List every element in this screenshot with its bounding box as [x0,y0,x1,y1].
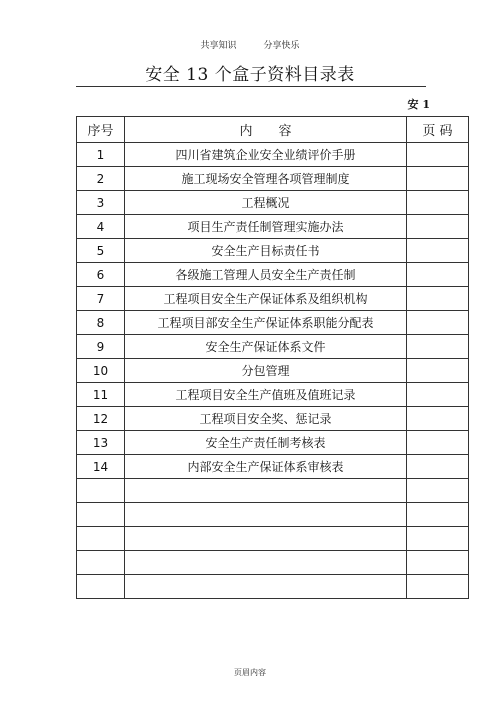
table-row [77,335,469,359]
row-page [407,215,469,239]
row-number [77,575,125,599]
table-row [77,215,469,239]
row-number: 9 [77,335,125,359]
table-row [77,167,469,191]
table-row [77,479,469,503]
row-content [125,551,407,575]
row-number: 11 [77,383,125,407]
row-page [407,479,469,503]
row-content [125,575,407,599]
row-number: 5 [77,239,125,263]
table-row [77,407,469,431]
row-content: 各级施工管理人员安全生产责任制 [125,263,407,287]
row-number: 2 [77,167,125,191]
row-page [407,167,469,191]
row-number: 4 [77,215,125,239]
row-number [77,503,125,527]
box-label: 安 1 [407,98,430,111]
table-row [77,383,469,407]
column-header-page: 页 码 [407,117,469,143]
page-header [0,38,500,51]
row-number: 6 [77,263,125,287]
row-page [407,287,469,311]
row-page [407,551,469,575]
row-number: 14 [77,455,125,479]
row-content: 工程概况 [125,191,407,215]
row-content: 施工现场安全管理各项管理制度 [125,167,407,191]
row-content [125,479,407,503]
row-number: 13 [77,431,125,455]
row-page [407,407,469,431]
row-number: 12 [77,407,125,431]
row-content [125,527,407,551]
header-left-text: 共享知识 [200,41,237,51]
row-number: 1 [77,143,125,167]
column-header-content: 内 容 [125,117,407,143]
row-number: 10 [77,359,125,383]
catalog-table [76,116,469,599]
row-content: 工程项目部安全生产保证体系职能分配表 [125,311,407,335]
title-rule [76,86,426,87]
table-row [77,503,469,527]
row-content: 安全生产责任制考核表 [125,431,407,455]
row-number [77,479,125,503]
column-header-number: 序号 [77,117,125,143]
row-page [407,575,469,599]
table-row [77,455,469,479]
row-content: 安全生产目标责任书 [125,239,407,263]
row-page [407,311,469,335]
table-row [77,575,469,599]
table-row [77,359,469,383]
table-row [77,431,469,455]
table-row [77,143,469,167]
table-row [77,287,469,311]
row-page [407,143,469,167]
row-content: 工程项目安全奖、惩记录 [125,407,407,431]
row-page [407,383,469,407]
header-right-text: 分享快乐 [263,41,300,51]
row-page [407,503,469,527]
row-number: 8 [77,311,125,335]
row-content: 内部安全生产保证体系审核表 [125,455,407,479]
page-footer: 页眉内容 [234,668,266,677]
row-number [77,527,125,551]
row-page [407,263,469,287]
row-page [407,239,469,263]
table-header-row [77,117,469,143]
row-page [407,455,469,479]
row-page [407,527,469,551]
table-row [77,311,469,335]
row-page [407,335,469,359]
row-content: 工程项目安全生产值班及值班记录 [125,383,407,407]
document-title: 安全 13 个盒子资料目录表 [145,65,355,85]
row-number: 7 [77,287,125,311]
row-content [125,503,407,527]
table-row [77,191,469,215]
row-content: 项目生产责任制管理实施办法 [125,215,407,239]
table-row [77,551,469,575]
row-page [407,359,469,383]
row-content: 四川省建筑企业安全业绩评价手册 [125,143,407,167]
table-row [77,263,469,287]
table-row [77,527,469,551]
row-content: 分包管理 [125,359,407,383]
row-number: 3 [77,191,125,215]
row-content: 工程项目安全生产保证体系及组织机构 [125,287,407,311]
row-content: 安全生产保证体系文件 [125,335,407,359]
table-row [77,239,469,263]
row-number [77,551,125,575]
row-page [407,191,469,215]
row-page [407,431,469,455]
catalog-body [77,143,469,599]
